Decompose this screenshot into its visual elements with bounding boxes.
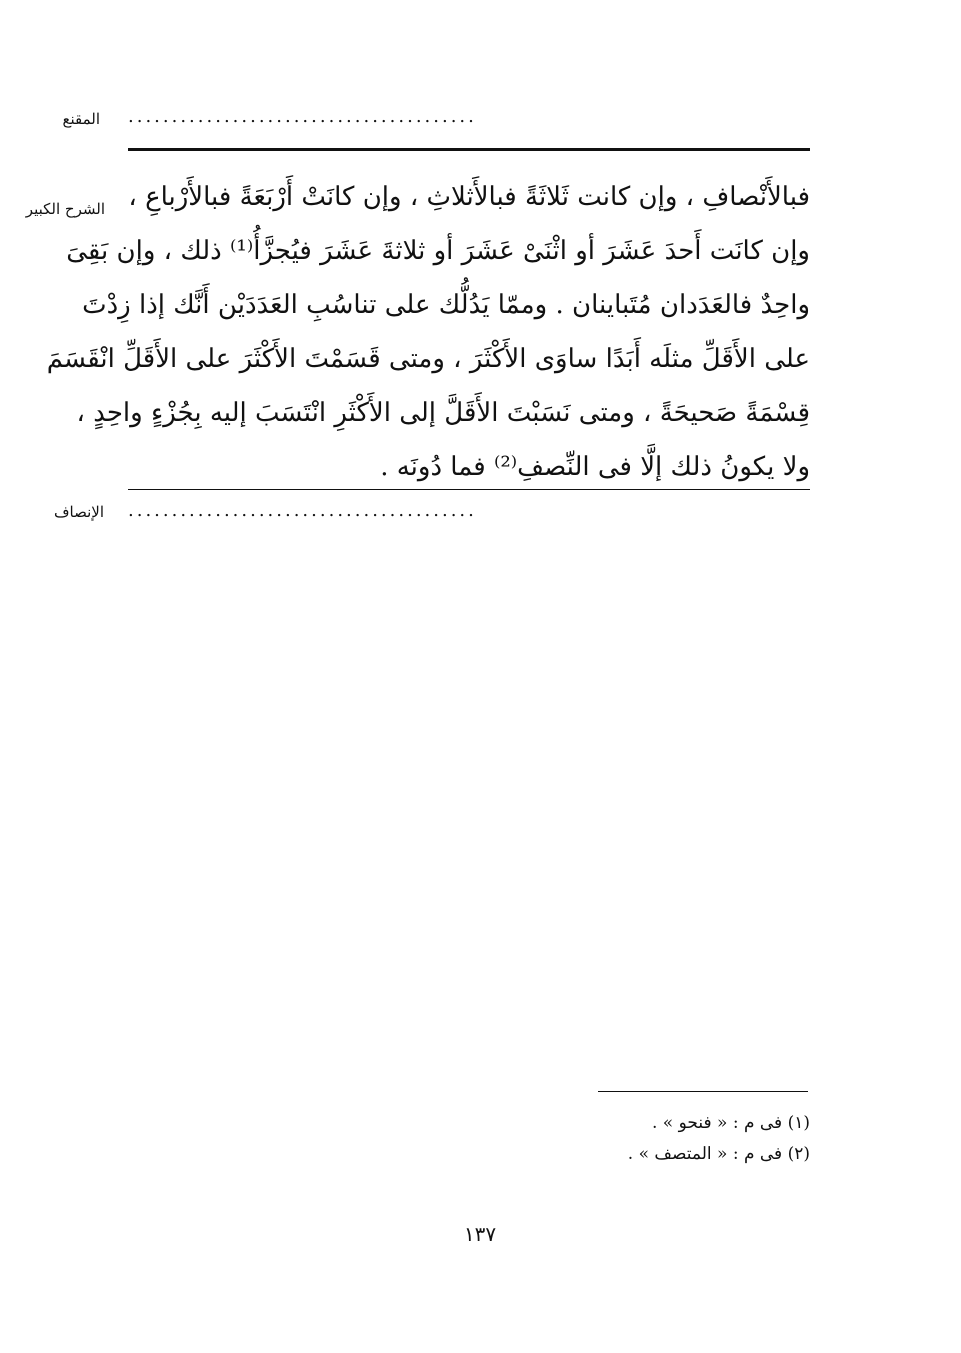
body-line: ولا يكونُ ذلك إلَّا فى النِّصفِ⁽²⁾ فما دُونَه .	[380, 452, 810, 482]
body-line: على الأَقَلِّ مثلَه أَبَدًا ساوَى الأَكْثَرَ ، ومتى قَسَمْتَ الأَكْثَرَ على الأَقَلِّ انْقَسَمَ	[46, 344, 810, 374]
main-source-label: الشرح الكبير	[25, 200, 105, 218]
footnotes	[560, 1108, 810, 1170]
body-line: واحِدٌ فالعَدَدان مُتَباينان . وممّا يَدُلُّك على تناسُبِ العَدَدَيْن أَنَّك إذا زِدْتَ	[82, 290, 810, 320]
footnote-2: (٢) فى م : « المتصف » .	[627, 1144, 810, 1164]
footnote-1: (١) فى م : « فنحو » .	[651, 1113, 810, 1133]
footer-source-label: الإنصاف	[53, 503, 104, 521]
header-dotted-line: ........................................	[128, 106, 477, 127]
header-rule	[128, 148, 810, 151]
main-rule	[128, 489, 810, 490]
page-number: ١٣٧	[463, 1222, 497, 1246]
body-line: فبالأَنْصافِ ، وإن كانت ثَلاثَةً فبالأَثلاثِ ، وإن كانَتْ أَرْبَعَةً فبالأَرْباعِ ،	[128, 182, 810, 212]
body-line: قِسْمَةً صَحيحَةً ، ومتى نَسَبْتَ الأَقَلَّ إلى الأَكْثَرِ انْتَسَبَ إليه بِجُزْءٍ واحِدٍ ،	[76, 398, 810, 428]
footer-dotted-line: ........................................	[128, 500, 477, 521]
footnote-separator	[598, 1091, 808, 1092]
body-line: وإن كانَت أَحدَ عَشَرَ أو اثْنَىْ عَشَرَ أو ثلاثةَ عَشَرَ فيُجزَّأُ⁽¹⁾ ذلك ، وإن بَقِىَ	[66, 236, 810, 266]
header-source-label: المقنع	[62, 110, 100, 128]
